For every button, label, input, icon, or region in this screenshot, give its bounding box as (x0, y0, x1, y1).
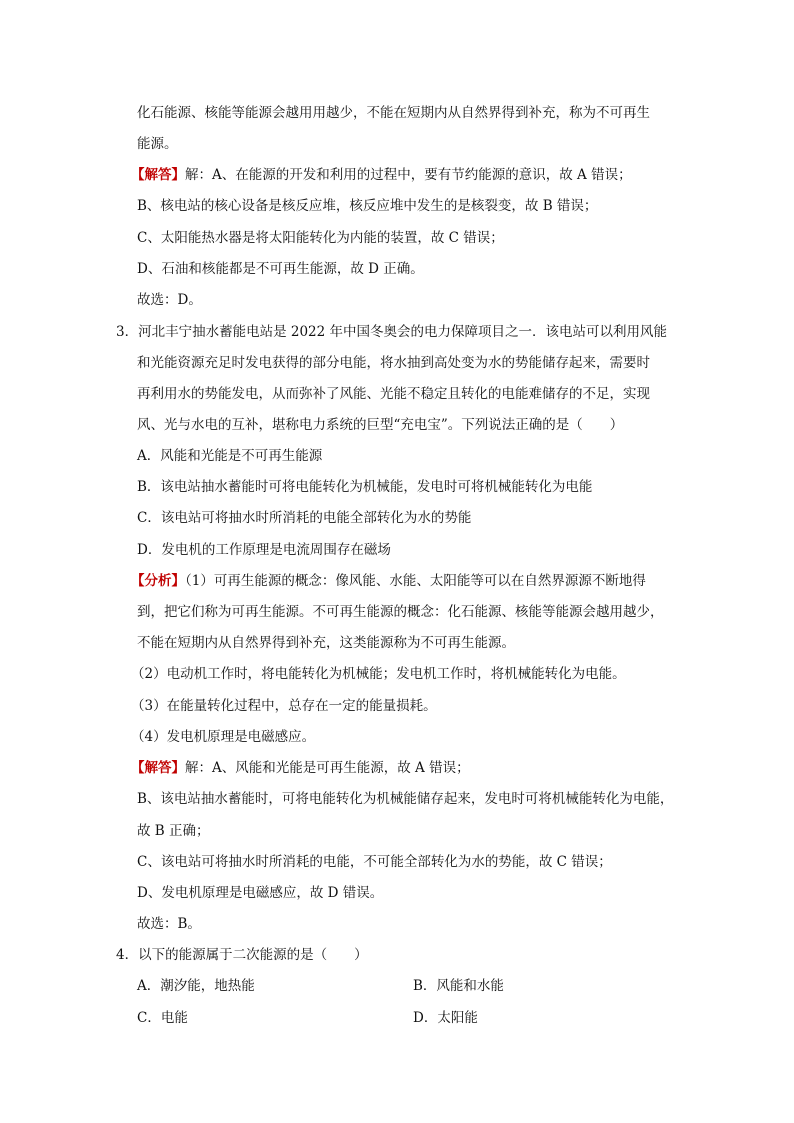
q2-analysis-line: 化石能源、核能等能源会越用用越少，不能在短期内从自然界得到补充，称为不可再生 (137, 105, 650, 121)
q2-choice: 故选：D。 (137, 292, 202, 308)
q3-stem-line: 再利用水的势能发电，从而弥补了风能、光能不稳定且转化的电能难储存的不足，实现 (137, 386, 650, 402)
q4-stem: 4．以下的能源属于二次能源的是（ ） (116, 947, 368, 963)
answer-tag: 【解答】 (131, 167, 185, 183)
q3-analysis-text: （1）可再生能源的概念：像风能、水能、太阳能等可以在自然界源源不断地得 (185, 573, 646, 589)
q2-analysis-line: 能源。 (137, 136, 178, 152)
q3-analysis-line: （4）发电机原理是电磁感应。 (131, 729, 316, 745)
q3-answer-line: D、发电机原理是电磁感应，故 D 错误。 (137, 885, 384, 901)
q3-answer-line: 故 B 正确； (137, 823, 210, 839)
q3-analysis-line: （2）电动机工作时，将电能转化为机械能；发电机工作时，将机械能转化为电能。 (131, 666, 626, 682)
q3-choice: 故选：B。 (137, 916, 201, 932)
q3-option-d: D．发电机的工作原理是电流周围存在磁场 (137, 542, 391, 558)
q2-answer-text: 解：A、在能源的开发和利用的过程中，要有节约能源的意识，故 A 错误； (185, 167, 632, 183)
q2-answer-line (131, 165, 632, 185)
q4-option-a: A．潮汐能，地热能 (137, 978, 255, 994)
q3-option-a: A．风能和光能是不可再生能源 (137, 448, 323, 464)
answer-tag: 【解答】 (131, 760, 185, 776)
q4-option-b: B．风能和水能 (413, 978, 504, 994)
q3-stem-line: 3．河北丰宁抽水蓄能电站是 2022 年中国冬奥会的电力保障项目之一．该电站可以利用风能 (116, 324, 668, 340)
q3-analysis-line: （3）在能量转化过程中，总存在一定的能量损耗。 (131, 698, 437, 714)
q3-analysis-line (131, 571, 646, 591)
q3-analysis-line: 不能在短期内从自然界得到补充，这类能源称为不可再生能源。 (137, 635, 515, 651)
q3-stem-line: 和光能资源充足时发电获得的部分电能，将水抽到高处变为水的势能储存起来，需要时 (137, 355, 650, 371)
q3-answer-line (131, 758, 470, 778)
analysis-tag: 【分析】 (131, 573, 185, 589)
q4-option-d: D．太阳能 (413, 1010, 478, 1026)
q3-option-b: B．该电站抽水蓄能时可将电能转化为机械能，发电时可将机械能转化为电能 (137, 479, 593, 495)
q3-answer-line: B、该电站抽水蓄能时，可将电能转化为机械能储存起来，发电时可将机械能转化为电能， (137, 791, 674, 807)
q3-answer-text: 解：A、风能和光能是可再生能源，故 A 错误； (185, 760, 470, 776)
q2-answer-line: C、太阳能热水器是将太阳能转化为内能的装置，故 C 错误； (137, 230, 504, 246)
q3-answer-line: C、该电站可将抽水时所消耗的电能，不可能全部转化为水的势能，故 C 错误； (137, 854, 612, 870)
q2-answer-line: D、石油和核能都是不可再生能源，故 D 正确。 (137, 261, 424, 277)
q2-answer-line: B、核电站的核心设备是核反应堆，核反应堆中发生的是核裂变，故 B 错误； (137, 198, 598, 214)
q4-option-c: C．电能 (137, 1010, 188, 1026)
q3-stem-line: 风、光与水电的互补，堪称电力系统的巨型“充电宝”。下列说法正确的是（ ） (137, 417, 624, 433)
q3-option-c: C．该电站可将抽水时所消耗的电能全部转化为水的势能 (137, 510, 472, 526)
q3-analysis-line: 到，把它们称为可再生能源。不可再生能源的概念：化石能源、核能等能源会越用越少， (137, 604, 664, 620)
